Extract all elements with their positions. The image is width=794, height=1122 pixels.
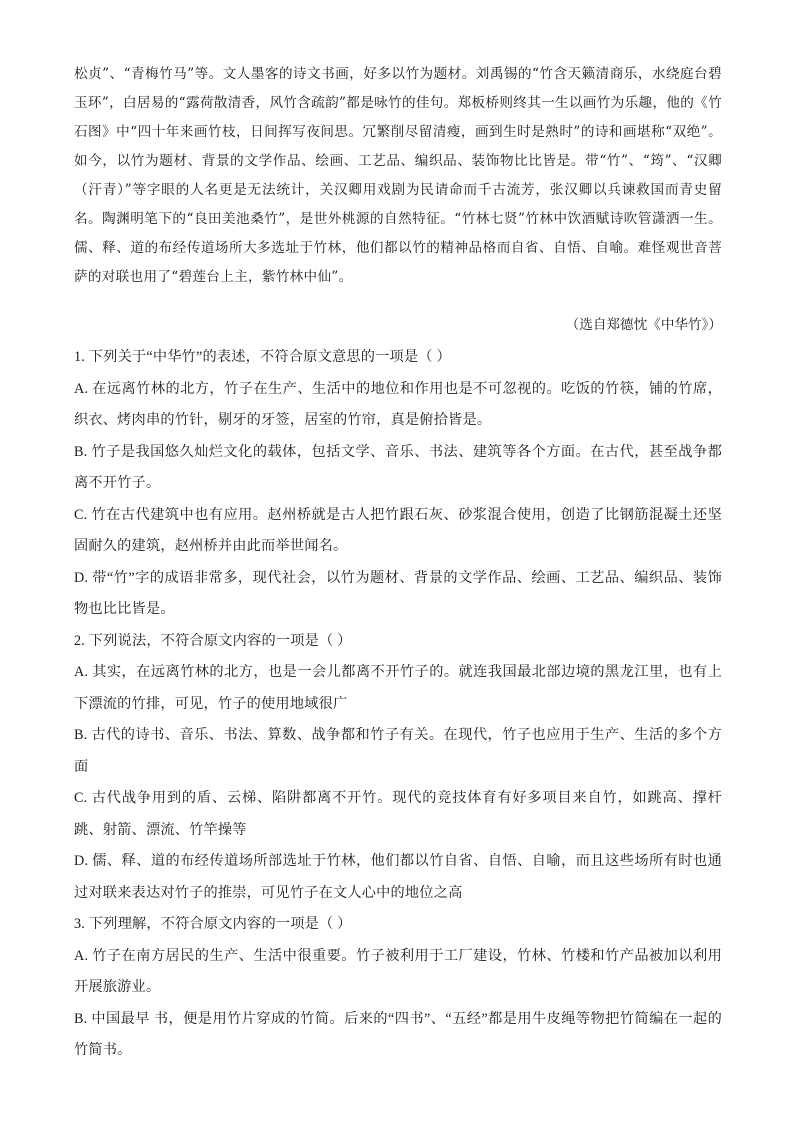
- option-c: C. 竹在古代建筑中也有应用。赵州桥就是古人把竹跟石灰、砂浆混合使用，创造了比钢筋混凝土还坚固耐久的建筑，赵州桥并由此而举世闻名。: [74, 506, 722, 554]
- option-d: D. 儒、释、道的布经传道场所部选址于竹林，他们都以竹自省、自悟、自喻，而且这些场所有时也通过对联来表达对竹子的推崇，可见竹子在文人心中的地位之高: [74, 853, 722, 901]
- passage-paragraph: 松贞”、“青梅竹马”等。文人墨客的诗文书画，好多以竹为题材。刘禹锡的“竹含天籁清商乐，水绕庭台碧玉环”，白居易的“露荷散清香，风竹含疏韵”都是咏竹的佳句。郑板桥则终其一生以画竹为乐趣，他的《竹石图》中“四十年来画竹枝，日间挥写夜间思。冗繁削尽留清瘦，画到生时是熟时”的诗和画堪称“双绝”。如今，以竹为题材、背景的文学作品、绘画、工艺品、编织品、装饰物比比皆是。带“竹”、“筠”、“汉卿（汗青）”等字眼的人名更是无法统计，关汉卿用戏剧为民请命而千古流芳，张汉卿以兵谏救国而青史留名。陶渊明笔下的“良田美池桑竹”，是世外桃源的自然特征。“竹林七贤”竹林中饮酒赋诗吹管潇洒一生。儒、释、道的布经传道场所大多选址于竹林，他们都以竹的精神品格而自省、自悟、自喻。难怪观世音菩萨的对联也用了“碧莲台上主，紫竹林中仙”。: [74, 66, 722, 285]
- question-stem: 1. 下列关于“中华竹”的表述，不符合原文意思的一项是（ ）: [74, 349, 451, 365]
- reading-passage: [74, 60, 722, 292]
- option-d: D. 带“竹”字的成语非常多，现代社会，以竹为题材、背景的文学作品、绘画、工艺品、编织品、装饰物也比比皆是。: [74, 569, 722, 617]
- option-a: A. 其实，在远离竹林的北方，也是一会儿都离不开竹子的。就连我国最北部边境的黑龙江里，也有上下漂流的竹排，可见，竹子的使用地域很广: [74, 664, 722, 712]
- question-3: [74, 909, 722, 1067]
- option-c: C. 古代战争用到的盾、云梯、陷阱都离不开竹。现代的竞技体育有好多项目来自竹，如跳高、撑杆跳、射箭、漂流、竹竿操等: [74, 790, 722, 838]
- question-1: [74, 342, 722, 626]
- option-b: B. 中国最早 书，便是用竹片穿成的竹简。后来的“四书”、“五经”都是用牛皮绳等物把竹简编在一起的竹简书。: [74, 1010, 722, 1058]
- question-stem: 3. 下列理解，不符合原文内容的一项是（ ）: [74, 916, 352, 932]
- passage-source: （选自郑德忱《中华竹》）: [565, 317, 722, 333]
- question-2: [74, 626, 722, 910]
- option-b: B. 竹子是我国悠久灿烂文化的载体，包括文学、音乐、书法、建筑等各个方面。在古代，甚至战争都离不开竹子。: [74, 443, 722, 491]
- option-b: B. 古代的诗书、音乐、书法、算数、战争都和竹子有关。在现代，竹子也应用于生产、生活的多个方面: [74, 727, 722, 775]
- option-a: A. 在远离竹林的北方，竹子在生产、生活中的地位和作用也是不可忽视的。吃饭的竹筷，铺的竹席，织衣、烤肉串的竹针，剔牙的牙签，居室的竹帘，真是俯拾皆是。: [74, 380, 722, 428]
- option-a: A. 竹子在南方居民的生产、生活中很重要。竹子被利用于工厂建设，竹林、竹楼和竹产品被加以利用开展旅游业。: [74, 947, 722, 995]
- question-list: [74, 342, 722, 1067]
- question-stem: 2. 下列说法，不符合原文内容的一项是（ ）: [74, 632, 352, 649]
